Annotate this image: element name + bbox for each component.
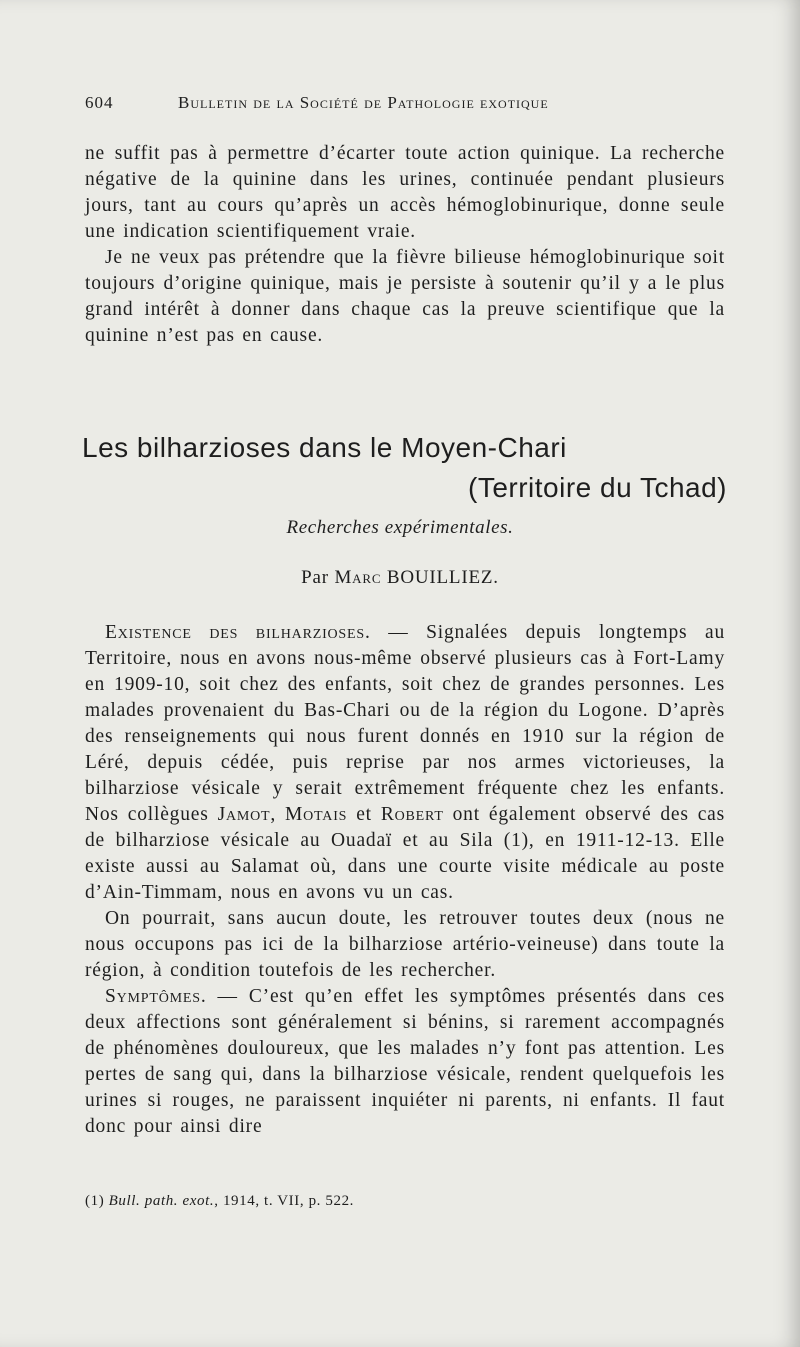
byline (0, 567, 800, 589)
author-last-name: BOUILLIEZ. (386, 567, 499, 588)
article-subtitle: Recherches expérimentales. (286, 517, 514, 538)
previous-article-ending (85, 141, 725, 349)
article-title-line: Les bilharzioses dans le Moyen-Chari (82, 432, 567, 463)
paragraph: On pourrait, sans aucun doute, les retrouver toutes deux (nous ne nous occupons pas ici de la bilharziose artério-veineuse) dans toute la région, à condition toutefois de les rechercher. (85, 908, 725, 981)
footnote-marker: (1) (85, 1193, 109, 1209)
footnote (85, 1193, 725, 1210)
author-name: Motais (285, 804, 348, 825)
author-first-name: Marc (334, 567, 382, 588)
footnote-citation: , 1914, t. VII, p. 522. (214, 1193, 355, 1209)
paragraph: Symptômes. — C’est qu’en effet les symptômes présentés dans ces deux affections sont généralement si bénins, si rarement accompagnés de phénomènes douloureux, que les malades n’y font pas attention. Les pertes de sang qui, dans la bilharziose vésicale, rendent quelquefois les urines si rouges, ne paraissent inquiéter ni parents, ni enfants. Il faut donc pour ainsi dire (85, 986, 725, 1137)
running-title: Bulletin de la Société de Pathologie exotique (178, 93, 549, 112)
paragraph: Existence des bilharzioses. — Signalées depuis longtemps au Territoire, nous en avons nous-même observé plusieurs cas à Fort-Lamy en 1909-10, soit chez des enfants, soit chez de grandes personnes. Les malades provenaient du Bas-Chari ou de la région du Logone. D’après des renseignements qui nous furent donnés en 1910 sur la région de Léré, depuis cédée, puis reprise par nos armes victorieuses, la bilharziose vésicale y serait extrêmement fréquente chez les enfants. Nos collègues Jamot, Motais et Robert ont également observé des cas de bilharziose vésicale au Ouadaï et au Sila (1), en 1911-12-13. Elle existe aussi au Salamat où, dans une courte visite médicale au poste d’Ain-Timmam, nous en avons vu un cas. (85, 622, 725, 903)
author-name: Jamot (217, 804, 271, 825)
paragraph: ne suffit pas à permettre d’écarter toute action quinique. La recherche négative de la quinine dans les urines, continuée pendant plusieurs jours, tant au cours qu’après un accès hémoglobinurique, donne seule une indication scientifiquement vraie. (85, 143, 725, 242)
article-title (82, 428, 727, 508)
author-name: Robert (380, 804, 444, 825)
page-number: 604 (85, 93, 114, 112)
section-heading: Symptômes. (105, 986, 207, 1007)
article-title-line: (Territoire du Tchad) (468, 472, 727, 503)
paragraph: Je ne veux pas prétendre que la fièvre bilieuse hémoglobinurique soit toujours d’origine quinique, mais je persiste à soutenir qu’il y a le plus grand intérêt à donner dans chaque cas la preuve scientifique que la quinine n’est pas en cause. (85, 247, 725, 346)
byline-prefix: Par (301, 567, 329, 588)
footnote-journal: Bull. path. exot. (108, 1193, 215, 1209)
section-heading: Existence des bilharzioses. (105, 622, 371, 643)
article-body (85, 620, 725, 1140)
